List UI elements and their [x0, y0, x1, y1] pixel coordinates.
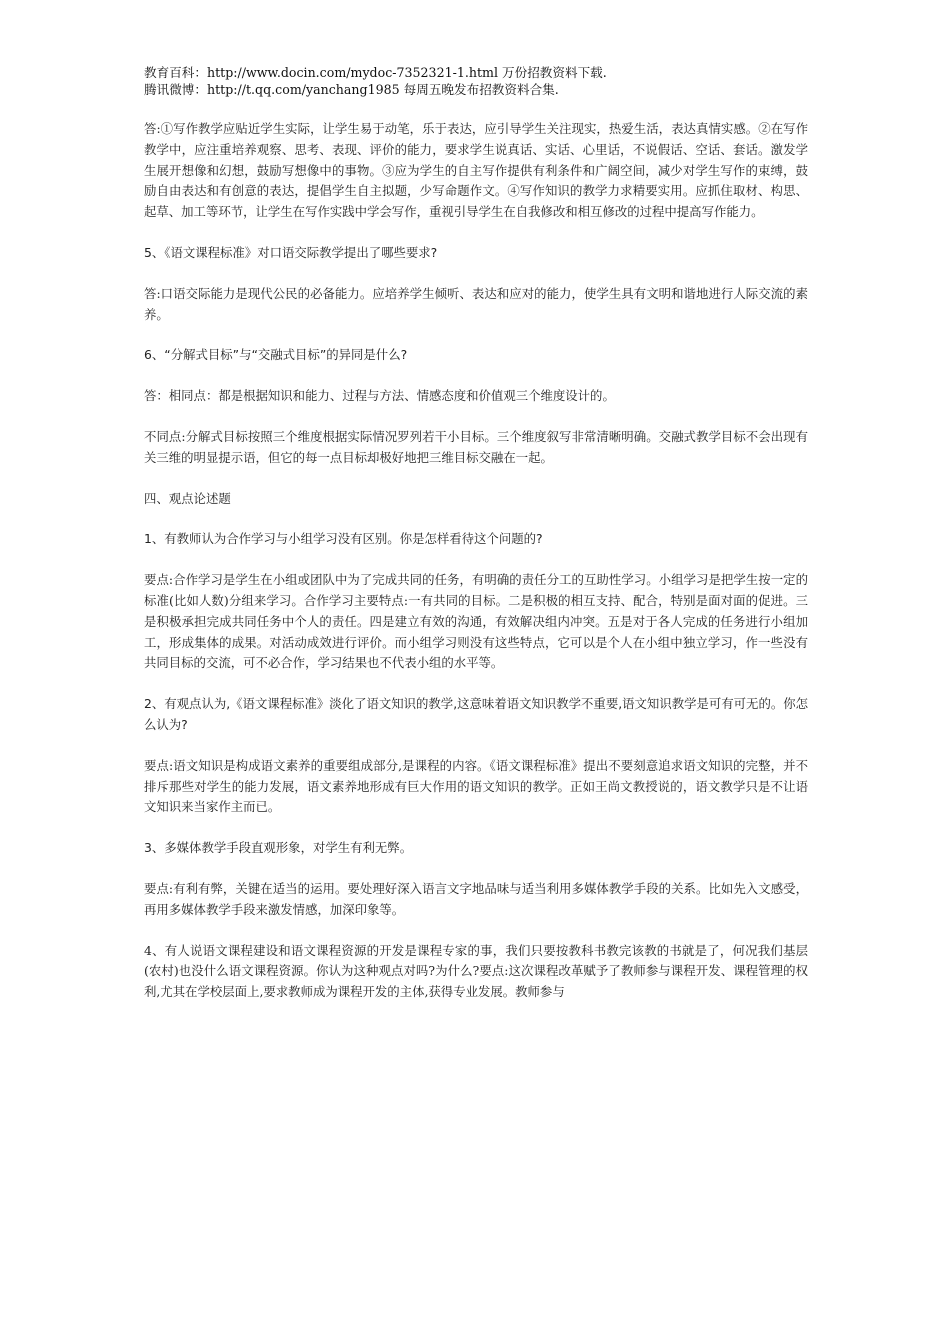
header-line-docin: 教育百科：http://www.docin.com/mydoc-7352321-1.html 万份招教资料下载.	[144, 65, 607, 80]
essay-question-1: 1、有教师认为合作学习与小组学习没有区别。你是怎样看待这个问题的?	[144, 531, 543, 547]
essay-answer-3: 要点:有利有弊，关键在适当的运用。要处理好深入语言文字地品味与适当利用多媒体教学手段的关系。比如先入文感受，再用多媒体教学手段来激发情感，加深印象等。	[144, 880, 808, 917]
essay-answer-2: 要点:语文知识是构成语文素养的重要组成部分,是课程的内容。《语文课程标准》提出不要刻意追求语文知识的完整，并不排斥那些对学生的能力发展，语文素养地形成有巨大作用的语文知识的教学。正如王尚文教授说的，语文教学只是不让语文知识来当家作主而已。	[144, 757, 808, 815]
answer-paragraph-writing: 答:①写作教学应贴近学生实际，让学生易于动笔，乐于表达，应引导学生关注现实，热爱生活，表达真情实感。②在写作教学中，应注重培养观察、思考、表现、评价的能力，要求学生说真话、实话、心里话，不说假话、空话、套话。激发学生展开想像和幻想，鼓励写想像中的事物。③应为学生的自主写作提供有利条件和广阔空间，减少对学生写作的束缚，鼓励自由表达和有创意的表达，提倡学生自主拟题，少写命题作文。④写作知识的教学力求精要实用。应抓住取材、构思、起草、加工等环节，让学生在写作实践中学会写作，重视引导学生在自我修改和相互修改的过程中提高写作能力。	[144, 121, 808, 220]
answer-difference: 不同点:分解式目标按照三个维度根据实际情况罗列若干小目标。三个维度叙写非常清晰明确。交融式教学目标不会出现有关三维的明显提示语，但它的每一点目标却极好地把三维目标交融在一起。	[144, 428, 808, 465]
page-header	[144, 64, 808, 98]
essay-answer-1: 要点:合作学习是学生在小组或团队中为了完成共同的任务，有明确的责任分工的互助性学习。小组学习是把学生按一定的标准(比如人数)分组来学习。合作学习主要特点:一有共同的目标。二是积极的相互支持、配合，特别是面对面的促进。三是积极承担完成共同任务中个人的责任。四是建立有效的沟通，有效解决组内冲突。五是对于各人完成的任务进行小组加工，形成集体的成果。对活动成效进行评价。而小组学习则没有这些特点，它可以是个人在小组中独立学习，作一些没有共同目标的交流，可不必合作，学习结果也不代表小组的水平等。	[144, 572, 808, 671]
question-6: 6、“分解式目标”与“交融式目标”的异同是什么?	[144, 347, 408, 363]
essay-question-2: 2、有观点认为,《语文课程标准》淡化了语文知识的教学,这意味着语文知识教学不重要,语文知识教学是可有可无的。你怎么认为?	[144, 696, 809, 732]
answer-similarity: 答：相同点：都是根据知识和能力、过程与方法、情感态度和价值观三个维度设计的。	[144, 388, 615, 404]
answer-paragraph-oral: 答:口语交际能力是现代公民的必备能力。应培养学生倾听、表达和应对的能力，使学生具有文明和谐地进行人际交流的素养。	[144, 285, 808, 322]
document-page	[144, 64, 808, 1023]
essay-question-4: 4、有人说语文课程建设和语文课程资源的开发是课程专家的事，我们只要按教科书教完该教的书就是了，何况我们基层(农村)也没什么语文课程资源。你认为这种观点对吗?为什么?要点:这次课程改革赋予了教师参与课程开发、课程管理的权利,尤其在学校层面上,要求教师成为课程开发的主体,获得专业发展。教师参与	[144, 942, 808, 1000]
essay-question-3: 3、多媒体教学手段直观形象，对学生有利无弊。	[144, 840, 413, 856]
question-5: 5、《语文课程标准》对口语交际教学提出了哪些要求?	[144, 244, 438, 260]
section-heading-4: 四、观点论述题	[144, 490, 231, 506]
header-line-weibo: 腾讯微博：http://t.qq.com/yanchang1985 每周五晚发布招教资料合集.	[144, 82, 559, 97]
